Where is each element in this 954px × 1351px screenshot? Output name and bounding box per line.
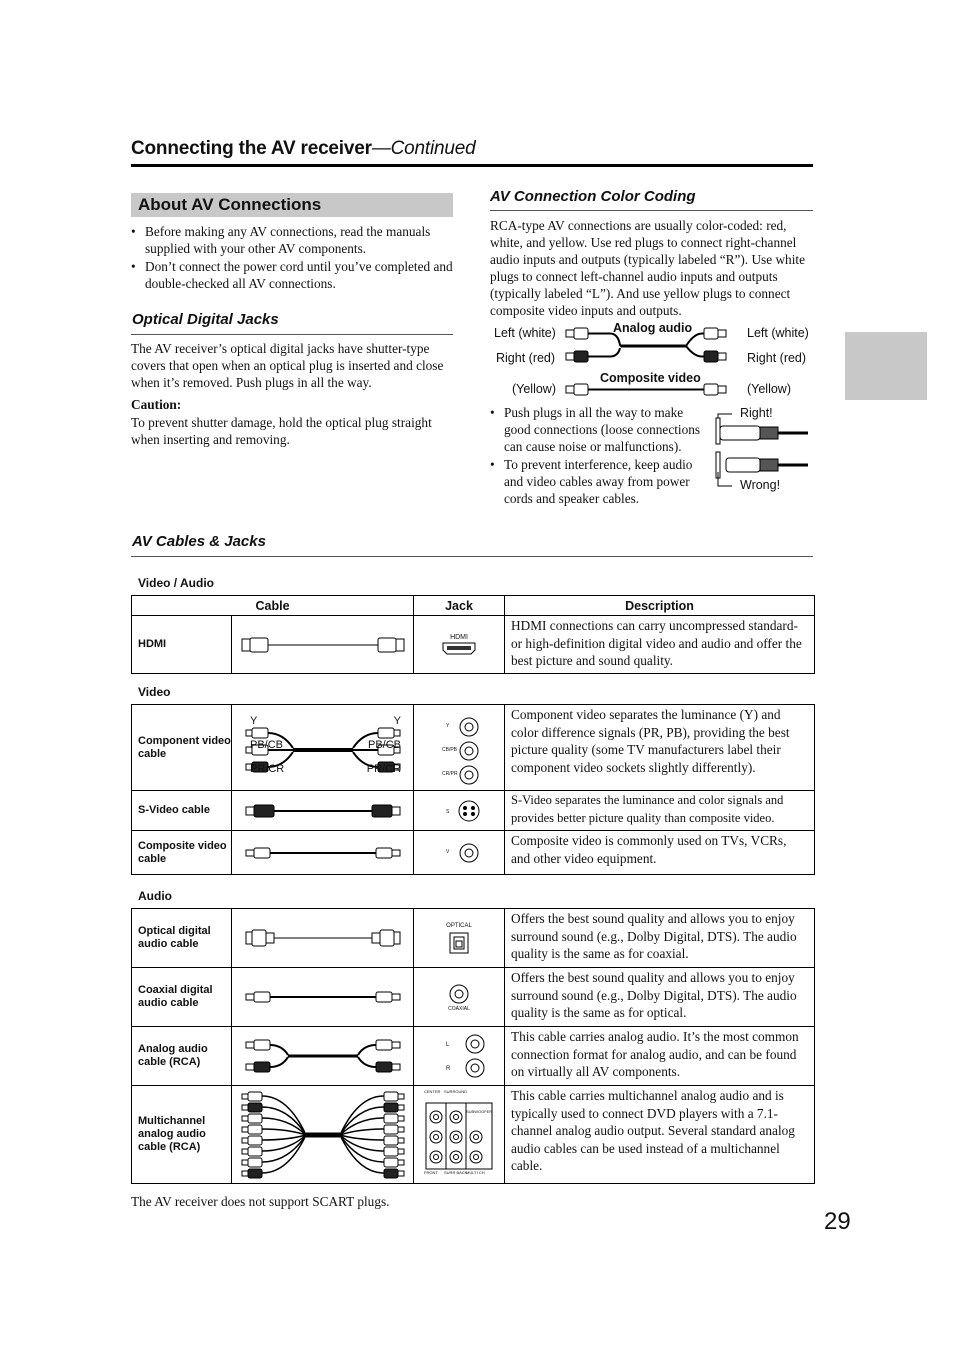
cable-name-component: Component video cable (132, 705, 232, 791)
multichannel-cable-icon (238, 1089, 408, 1181)
plug-label-pr-right: PR/CR (366, 763, 401, 775)
jack-illustration-hdmi (414, 616, 505, 674)
jack-illustration-multichannel (414, 1086, 505, 1184)
label-composite-video: Composite video (600, 371, 701, 385)
cable-name-multichannel: Multichannel analog audio cable (RCA) (132, 1086, 232, 1184)
jack-label-hdmi: HDMI (450, 634, 468, 641)
label-yellow-left: (Yellow) (512, 382, 557, 396)
jack-label-cb: CB/PB (442, 747, 458, 753)
cable-illustration-hdmi (232, 616, 414, 674)
jack-label-front: FRONT (424, 1170, 438, 1175)
jack-label-cr: CR/PR (442, 771, 458, 777)
about-av-connections-heading: About AV Connections (131, 193, 453, 217)
jack-label-r: R (446, 1066, 451, 1072)
about-bullet: • Before making any AV connections, read the manuals supplied with your other AV components. (131, 223, 456, 257)
jack-label-y: Y (446, 723, 450, 729)
color-coding-heading: AV Connection Color Coding (490, 188, 696, 205)
cable-illustration-coaxial (232, 968, 414, 1027)
header-title-text: Connecting the AV receiver (131, 138, 372, 159)
page-number: 29 (824, 1208, 851, 1235)
table-row (132, 616, 815, 674)
cable-description-multichannel: This cable carries multichannel analog audio and is typically used to connect DVD players with a 7.1-channel analog audio output. Several standard analog audio cables can be used instead of a multichannel cable. (505, 1086, 815, 1184)
cable-illustration-component (232, 705, 414, 791)
caution-text: To prevent shutter damage, hold the optical plug straight when inserting and removing. (131, 415, 432, 447)
plug-label-y-right: Y (393, 715, 401, 727)
composite-cable-icon (238, 843, 408, 863)
cable-illustration-svideo (232, 791, 414, 831)
analog-cable-icon (238, 1034, 408, 1078)
side-tab-marker (845, 332, 927, 400)
cable-name-analog: Analog audio cable (RCA) (132, 1027, 232, 1086)
hdmi-jack-icon (442, 641, 476, 655)
cables-heading-rule (131, 556, 813, 557)
cable-illustration-multichannel (232, 1086, 414, 1184)
color-coding-bullet: • Push plugs in all the way to make good connections (loose connections can cause noise or malfunctions). (490, 404, 702, 455)
jack-label-l: L (446, 1042, 450, 1048)
scart-note: The AV receiver does not support SCART plugs. (131, 1194, 390, 1209)
jack-label-multi-ch: MULTI CH (466, 1170, 485, 1175)
multichannel-jacks-icon (424, 1095, 494, 1175)
coaxial-cable-icon (238, 987, 408, 1007)
table-row (132, 1086, 815, 1184)
label-yellow-right: (Yellow) (747, 382, 792, 396)
cable-illustration-analog (232, 1027, 414, 1086)
cable-illustration-composite (232, 831, 414, 875)
table-video (131, 704, 815, 875)
about-bullet: • Don’t connect the power cord until you’ve completed and double-checked all AV connections. (131, 258, 456, 292)
jack-label-subwoofer: SUBWOOFER (466, 1109, 493, 1114)
cable-name-coaxial: Coaxial digital audio cable (132, 968, 232, 1027)
optical-heading-rule (131, 334, 453, 335)
label-right-red-right: Right (red) (747, 351, 807, 365)
label-wrong: Wrong! (740, 478, 781, 492)
cable-name-hdmi: HDMI (132, 616, 232, 674)
table-video-audio (131, 595, 815, 674)
jack-label-v: V (446, 849, 450, 855)
analog-jacks-icon (429, 1031, 489, 1081)
optical-jack-icon (449, 932, 469, 954)
table-audio (131, 908, 815, 1184)
color-coding-bullets (490, 404, 702, 508)
table-row (132, 791, 815, 831)
header-continued-text: —Continued (371, 138, 476, 159)
jack-label-optical: OPTICAL (446, 922, 472, 929)
label-left-white-right: Left (white) (747, 326, 809, 340)
plug-label-pb-left: PB/CB (250, 739, 284, 751)
cables-jacks-heading: AV Cables & Jacks (132, 533, 266, 550)
hdmi-cable-icon (240, 635, 406, 655)
cable-description-hdmi: HDMI connections can carry uncompressed standard- or high-definition digital video and audio and offer the best picture and sound quality. (505, 616, 815, 674)
table-row (132, 705, 815, 791)
component-jacks-icon (429, 709, 489, 787)
table-row (132, 909, 815, 968)
table-row (132, 831, 815, 875)
about-bullets (131, 223, 456, 293)
header-rule (131, 164, 813, 167)
plug-label-pr-left: PR/CR (250, 763, 285, 775)
caution-label: Caution: (131, 397, 182, 412)
page-header-title (131, 138, 475, 160)
group-label-audio: Audio (138, 889, 172, 903)
jack-illustration-optical (414, 909, 505, 968)
jack-illustration-svideo (414, 791, 505, 831)
label-analog-audio: Analog audio (613, 321, 693, 335)
group-label-video: Video (138, 685, 171, 699)
jack-label-center: CENTER (424, 1089, 441, 1094)
jack-illustration-composite (414, 831, 505, 875)
jack-label-surr-back: SURR BACK (444, 1170, 468, 1175)
table-header-row (132, 596, 815, 616)
svideo-jack-icon (429, 798, 489, 824)
cable-description-svideo: S-Video separates the luminance and color signals and provides better picture quality than composite video. (505, 791, 815, 831)
table-row (132, 968, 815, 1027)
composite-jack-icon (429, 840, 489, 866)
optical-text: The AV receiver’s optical digital jacks have shutter-type covers that open when an optical plug is inserted and close when it’s removed. Push plugs in all the way. (131, 341, 444, 390)
jack-illustration-component (414, 705, 505, 791)
optical-cable-icon (238, 928, 408, 948)
coaxial-jack-icon (447, 982, 471, 1006)
cable-description-analog: This cable carries analog audio. It’s the most common connection format for analog audio, and can be found on virtually all AV components. (505, 1027, 815, 1086)
jack-illustration-analog (414, 1027, 505, 1086)
jack-label-coaxial: COAXIAL (448, 1006, 470, 1012)
jack-illustration-coaxial (414, 968, 505, 1027)
cable-illustration-optical (232, 909, 414, 968)
jack-label-surround: SURROUND (444, 1089, 468, 1094)
cable-name-svideo: S-Video cable (132, 791, 232, 831)
label-left-white: Left (white) (494, 326, 556, 340)
cable-description-coaxial: Offers the best sound quality and allows you to enjoy surround sound (e.g., Dolby Digital, DTS). The audio quality is the same as for optical. (505, 968, 815, 1027)
column-header-cable: Cable (132, 596, 414, 616)
table-row (132, 1027, 815, 1086)
color-coding-bullet: • To prevent interference, keep audio and video cables away from power cords and speaker cables. (490, 456, 702, 507)
color-coding-heading-rule (490, 210, 813, 211)
label-right-red: Right (red) (496, 351, 556, 365)
optical-jacks-heading: Optical Digital Jacks (132, 311, 279, 328)
cable-description-component: Component video separates the luminance (Y) and color difference signals (PR, PB), providing the best picture quality (some TV manufacturers label their component video sockets slightly differently). (505, 705, 815, 791)
group-label-video-audio: Video / Audio (138, 576, 215, 590)
color-coding-text: RCA-type AV connections are usually color-coded: red, white, and yellow. Use red plugs to connect right-channel audio inputs and outputs (typically labeled “R”). Use white plugs to connect left-channel audio inputs and outputs (typically labeled “L”). And use yellow plugs to connect composite video inputs and outputs. (490, 218, 805, 318)
cable-name-optical: Optical digital audio cable (132, 909, 232, 968)
label-right: Right! (740, 406, 773, 420)
cable-name-composite: Composite video cable (132, 831, 232, 875)
plug-label-pb-right: PB/CB (367, 739, 401, 751)
jack-label-s: S (446, 809, 450, 815)
svideo-cable-icon (238, 801, 408, 821)
column-header-jack: Jack (414, 596, 505, 616)
column-header-description: Description (505, 596, 815, 616)
cable-description-optical: Offers the best sound quality and allows you to enjoy surround sound (e.g., Dolby Digital, DTS). The audio quality is the same as for coaxial. (505, 909, 815, 968)
cable-description-composite: Composite video is commonly used on TVs, VCRs, and other video equipment. (505, 831, 815, 875)
plug-label-y-left: Y (250, 715, 258, 727)
